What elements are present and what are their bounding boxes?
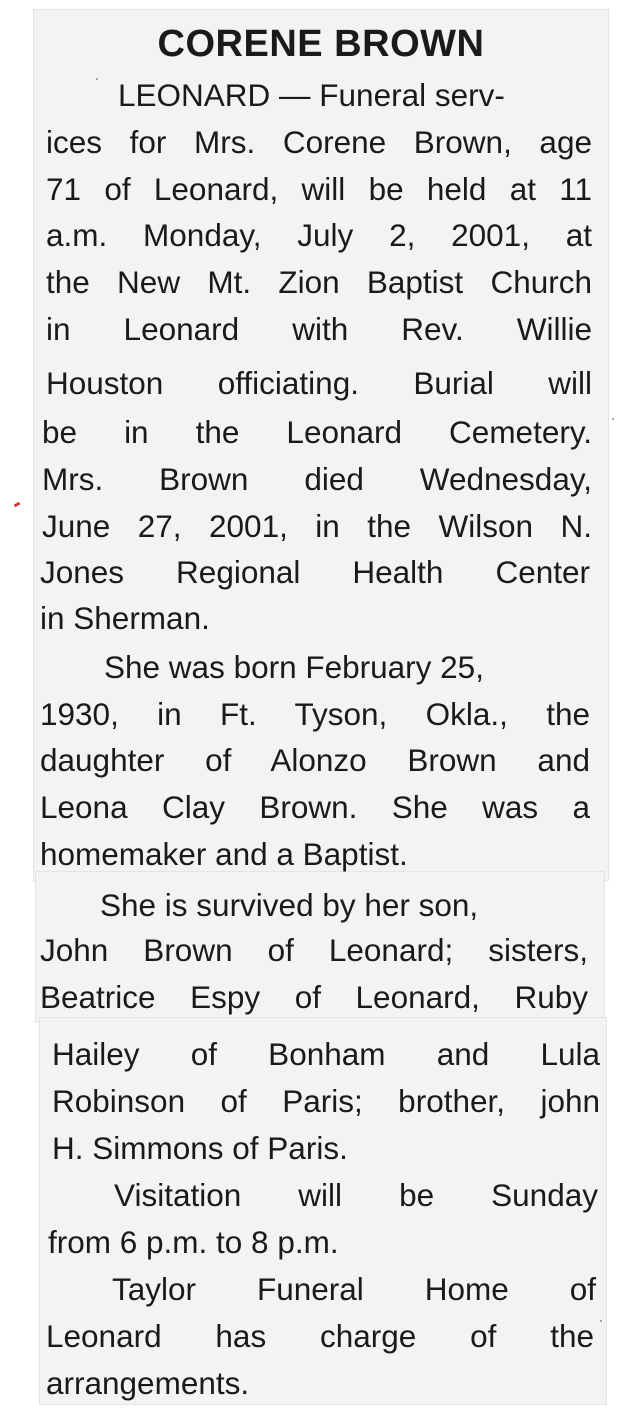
obituary-text-line: Jones Regional Health Center — [40, 554, 590, 590]
obituary-text-line: in Leonard with Rev. Willie — [46, 311, 592, 347]
obituary-text-line: daughter of Alonzo Brown and — [40, 742, 590, 778]
obituary-text-line: arrangements. — [46, 1365, 250, 1401]
obituary-text-line: Visitation will be Sunday — [114, 1177, 598, 1213]
obituary-text-line: Leona Clay Brown. She was a — [40, 789, 590, 825]
obituary-text-line: homemaker and a Baptist. — [40, 836, 408, 872]
obituary-text-line: 71 of Leonard, will be held at 11 — [46, 171, 592, 207]
red-ink-mark — [14, 502, 21, 508]
paper-speck — [96, 78, 98, 80]
obituary-text-line: be in the Leonard Cemetery. — [42, 414, 592, 450]
obituary-text-line: Houston officiating. Burial will — [46, 365, 592, 401]
obituary-text-line: June 27, 2001, in the Wilson N. — [42, 508, 592, 544]
obituary-text-line: 1930, in Ft. Tyson, Okla., the — [40, 696, 590, 732]
obituary-text-line: Mrs. Brown died Wednesday, — [42, 461, 592, 497]
obituary-text-line: She was born February 25, — [104, 649, 484, 685]
obituary-text-line: LEONARD — Funeral serv- — [118, 77, 505, 113]
paper-speck — [600, 1320, 602, 1322]
obituary-text-line: a.m. Monday, July 2, 2001, at — [46, 217, 592, 253]
obituary-text-line: Hailey of Bonham and Lula — [52, 1036, 600, 1072]
obituary-text-line: Robinson of Paris; brother, john — [52, 1083, 600, 1119]
obituary-text-line: Taylor Funeral Home of — [112, 1271, 596, 1307]
obituary-text-line: from 6 p.m. to 8 p.m. — [48, 1224, 339, 1260]
paper-speck — [612, 418, 614, 420]
obituary-text-line: Beatrice Espy of Leonard, Ruby — [40, 979, 588, 1015]
obituary-text-line: Leonard has charge of the — [46, 1318, 594, 1354]
obituary-text-line: H. Simmons of Paris. — [52, 1130, 348, 1166]
obituary-text-line: in Sherman. — [40, 600, 210, 636]
obituary-title: CORENE BROWN — [157, 23, 485, 65]
obituary-text-line: John Brown of Leonard; sisters, — [40, 932, 588, 968]
obituary-text-line: the New Mt. Zion Baptist Church — [46, 264, 592, 300]
obituary-text-line: ices for Mrs. Corene Brown, age — [46, 124, 592, 160]
obituary-text-line: She is survived by her son, — [100, 887, 479, 923]
